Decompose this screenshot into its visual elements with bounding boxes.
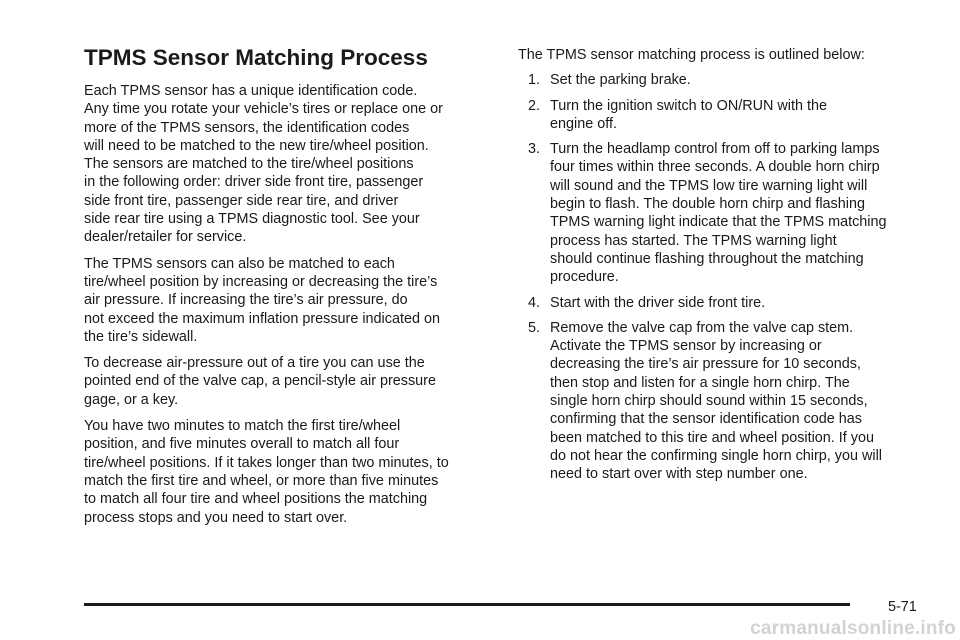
text-line: to match all four tire and wheel positions the matching <box>84 491 428 508</box>
text-line: Remove the valve cap from the valve cap stem. <box>550 319 854 336</box>
text-line: should continue flashing throughout the matching <box>550 250 864 267</box>
text-line: Turn the headlamp control from off to parking lamps <box>550 141 880 158</box>
step-number: 3. <box>528 141 541 158</box>
step-number: 1. <box>528 72 541 89</box>
text-line: in the following order: driver side front tire, passenger <box>84 174 424 191</box>
text-line: not exceed the maximum inflation pressure indicated on <box>84 310 440 327</box>
text-line: Turn the ignition switch to ON/RUN with the <box>550 97 827 114</box>
step-item <box>518 71 928 89</box>
paragraph-sensor-id <box>84 82 496 247</box>
text-line: will need to be matched to the new tire/wheel position. <box>84 137 429 154</box>
step-number: 5. <box>528 319 541 336</box>
right-column <box>518 46 928 491</box>
text-line: Set the parking brake. <box>550 72 691 89</box>
text-line: air pressure. If increasing the tire’s air pressure, do <box>84 292 408 309</box>
text-line: decreasing the tire’s air pressure for 10 seconds, <box>550 356 861 373</box>
step-item <box>518 319 928 484</box>
step-number: 2. <box>528 97 541 114</box>
text-line: side front tire, passenger side rear tire, and driver <box>84 192 399 209</box>
text-line: been matched to this tire and wheel position. If you <box>550 429 874 446</box>
step-item <box>518 294 928 312</box>
text-line: tire/wheel positions. If it takes longer than two minutes, to <box>84 454 449 471</box>
text-line: pointed end of the valve cap, a pencil-style air pressure <box>84 373 436 390</box>
section-heading: TPMS Sensor Matching Process <box>84 45 428 70</box>
text-line: confirming that the sensor identification code has <box>550 411 862 428</box>
text-line: You have two minutes to match the first tire/wheel <box>84 418 401 435</box>
text-line: process stops and you need to start over. <box>84 509 348 526</box>
watermark-text: carmanualsonline.info <box>750 618 956 639</box>
text-line: Start with the driver side front tire. <box>550 294 766 311</box>
text-line: do not hear the confirming single horn chirp, you will <box>550 447 882 464</box>
text-line: gage, or a key. <box>84 391 179 408</box>
text-line: side rear tire using a TPMS diagnostic tool. See your <box>84 211 420 228</box>
paragraph-pressure-matching <box>84 255 496 346</box>
text-line: begin to flash. The double horn chirp and flashing <box>550 196 865 213</box>
text-line: The sensors are matched to the tire/wheel positions <box>84 156 414 173</box>
text-line: Activate the TPMS sensor by increasing or <box>550 338 822 355</box>
text-line: engine off. <box>550 115 617 132</box>
text-line: Each TPMS sensor has a unique identification code. <box>84 83 418 99</box>
text-line: more of the TPMS sensors, the identification codes <box>84 119 410 136</box>
steps-intro: The TPMS sensor matching process is outlined below: <box>518 47 865 63</box>
text-line: need to start over with step number one. <box>550 466 808 483</box>
left-column <box>84 44 496 535</box>
text-line: four times within three seconds. A double horn chirp <box>550 159 880 176</box>
footer-rule <box>84 603 850 606</box>
text-line: single horn chirp should sound within 15 seconds, <box>550 393 868 410</box>
text-line: The TPMS sensors can also be matched to each <box>84 255 395 272</box>
text-line: then stop and listen for a single horn chirp. The <box>550 374 850 391</box>
text-line: will sound and the TPMS low tire warning light will <box>550 177 868 194</box>
text-line: To decrease air-pressure out of a tire you can use the <box>84 355 425 372</box>
text-line: the tire’s sidewall. <box>84 328 198 345</box>
text-line: process has started. The TPMS warning light <box>550 232 837 249</box>
text-line: dealer/retailer for service. <box>84 229 247 246</box>
paragraph-time-limits <box>84 417 496 527</box>
paragraph-decrease-pressure <box>84 354 496 409</box>
text-line: position, and five minutes overall to match all four <box>84 436 400 453</box>
step-item <box>518 140 928 286</box>
text-line: tire/wheel position by increasing or decreasing the tire’s <box>84 273 438 290</box>
text-line: TPMS warning light indicate that the TPMS matching <box>550 214 887 231</box>
text-line: match the first tire and wheel, or more than five minutes <box>84 472 439 489</box>
step-number: 4. <box>528 294 541 311</box>
page-number: 5-71 <box>888 599 917 615</box>
text-line: procedure. <box>550 269 619 286</box>
step-item <box>518 97 928 134</box>
text-line: Any time you rotate your vehicle’s tires or replace one or <box>84 101 443 118</box>
